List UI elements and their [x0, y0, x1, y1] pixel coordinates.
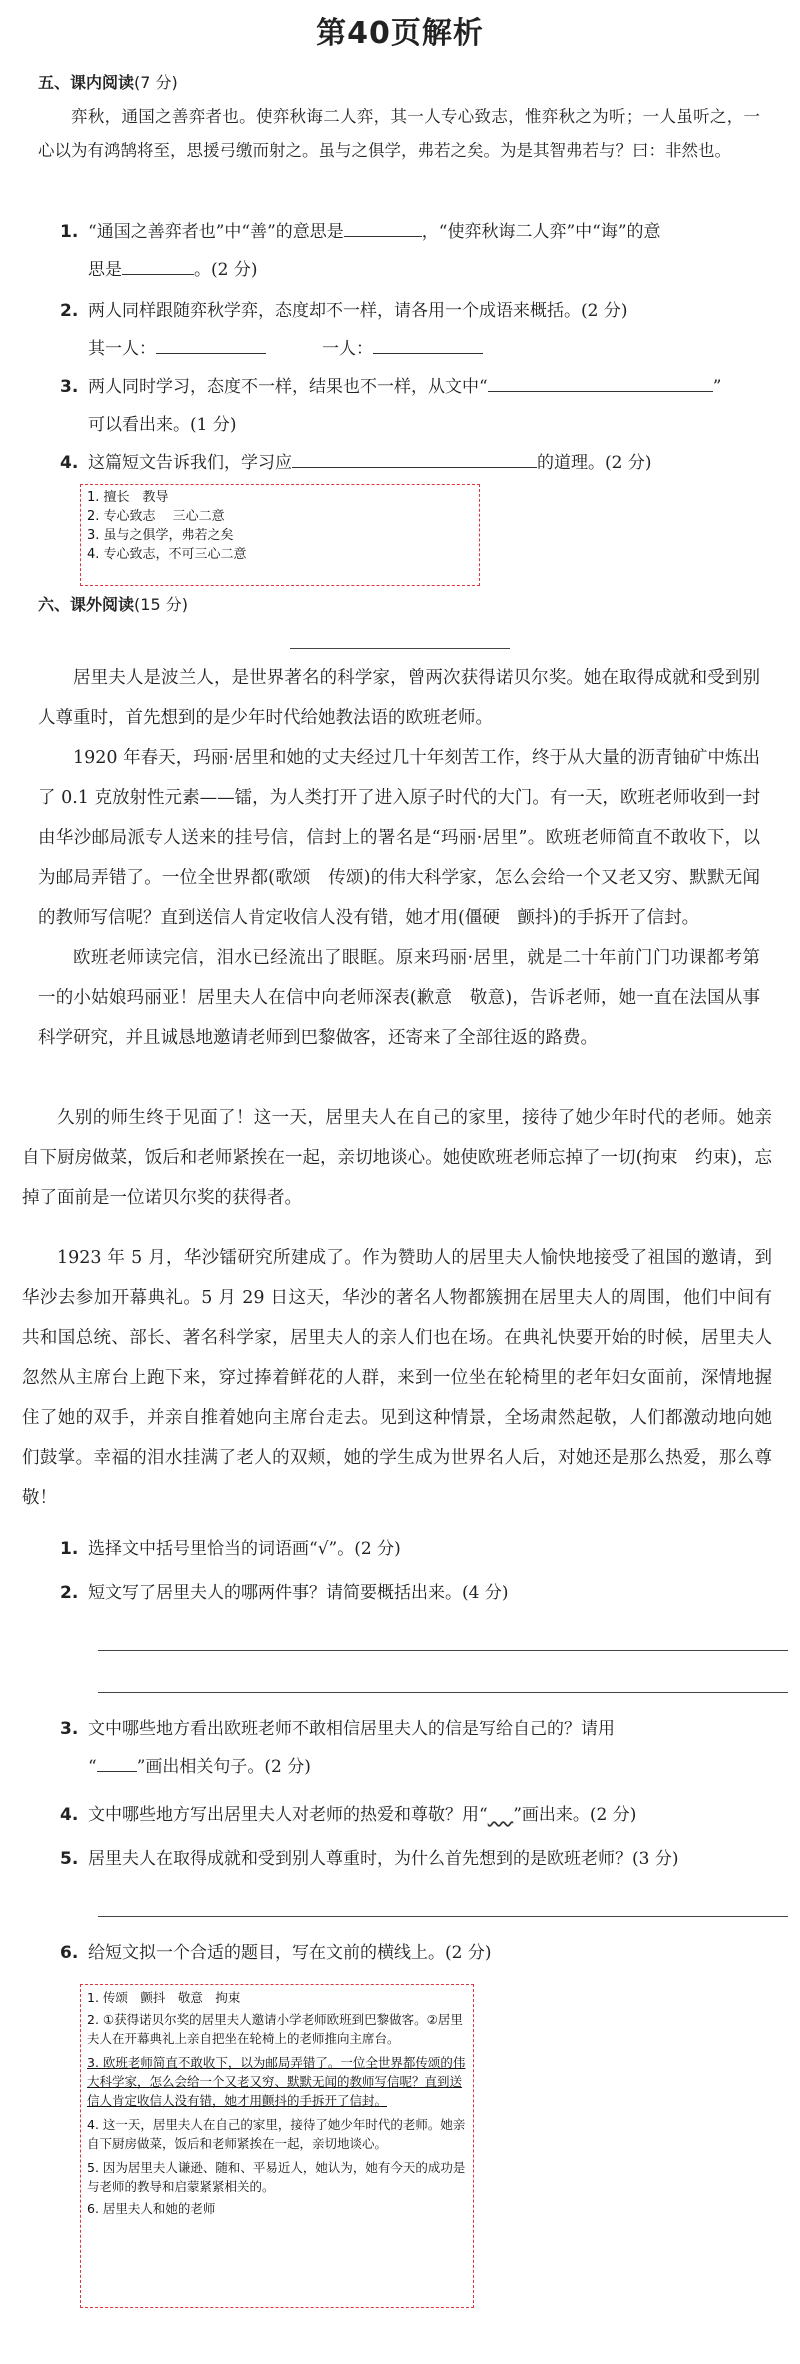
s5-q4-text-b: 的道理。(2 分): [537, 453, 652, 473]
q-number: 3.: [60, 1719, 79, 1739]
underline-sample: [97, 1753, 137, 1772]
title-blank-line[interactable]: [290, 648, 510, 649]
s6-question-3: [60, 1710, 760, 1786]
q-number: 5.: [60, 1849, 79, 1869]
section-6-heading: [38, 592, 188, 615]
answer-line: 4. 专心致志，不可三心二意: [87, 547, 247, 562]
q-number: 4.: [60, 453, 79, 473]
s6-question-4: [60, 1796, 760, 1834]
section-5-heading: [38, 70, 178, 93]
s6-question-1: [60, 1530, 760, 1568]
s6-paragraph-4: 久别的师生终于见面了！这一天，居里夫人在自己的家里，接待了她少年时代的老师。她亲自下厨房做菜，饭后和老师紧挨在一起，亲切地谈心。她使欧班老师忘掉了一切(拘束 约束)，忘掉了面前是一位诺贝尔奖的获得者。: [22, 1108, 772, 1208]
answer-line: 1. 擅长 教导: [87, 490, 169, 505]
s5-q2-sub2: 一人：: [322, 339, 373, 359]
s6-paragraph-5: 1923 年 5 月，华沙镭研究所建成了。作为赞助人的居里夫人愉快地接受了祖国的邀请，到华沙去参加开幕典礼。5 月 29 日这天，华沙的著名人物都簇拥在居里夫人的周围，他们中间有共和国总统、部长、著名科学家，居里夫人的亲人们也在场。在典礼快要开始的时候，居里夫人忽然从主席台上跑下来，穿过捧着鲜花的人群，来到一位坐在轮椅里的老年妇女面前，深情地握住了她的双手，并亲自推着她向主席台走去。见到这种情景，全场肃然起敬，人们都激动地向她们鼓掌。幸福的泪水挂满了老人的双颊，她的学生成为世界名人后，对她还是那么热爱，那么尊敬！: [22, 1248, 772, 1508]
q-number: 1.: [60, 1539, 79, 1559]
answer-line: 5. 因为居里夫人谦逊、随和、平易近人，她认为，她有今天的成功是与老师的教导和启蒙紧紧相关的。: [87, 2160, 466, 2194]
s5-q3-text-c: 可以看出来。(1 分): [88, 415, 237, 435]
q-number: 3.: [60, 377, 79, 397]
s5-q2-text: 两人同样跟随弈秋学弈，态度却不一样，请各用一个成语来概括。(2 分): [88, 301, 628, 321]
q-number: 2.: [60, 301, 79, 321]
s6-q6-text: 给短文拟一个合适的题目，写在文前的横线上。(2 分): [88, 1943, 492, 1963]
answer-blank[interactable]: [156, 335, 266, 354]
s5-q1-text-d: 。(2 分): [194, 260, 258, 280]
answer-line-blank[interactable]: [98, 1650, 788, 1651]
answer-blank[interactable]: [292, 449, 537, 468]
s6-q3-text-b: “: [88, 1757, 97, 1777]
answer-line: 4. 这一天，居里夫人在自己的家里，接待了她少年时代的老师。她亲自下厨房做菜，饭后和老师紧挨在一起，亲切地谈心。: [87, 2117, 466, 2151]
q-number: 6.: [60, 1943, 79, 1963]
s6-paragraph-1: 居里夫人是波兰人，是世界著名的科学家，曾两次获得诺贝尔奖。她在取得成就和受到别人尊重时，首先想到的是少年时代给她教法语的欧班老师。: [38, 668, 760, 728]
answer-line-blank[interactable]: [98, 1916, 788, 1917]
answer-blank[interactable]: [488, 373, 713, 392]
s6-paragraph-3: 欧班老师读完信，泪水已经流出了眼眶。原来玛丽·居里，就是二十年前门门功课都考第一的小姑娘玛丽亚！居里夫人在信中向老师深表(歉意 敬意)，告诉老师，她一直在法国从事科学研究，并且诚恳地邀请老师到巴黎做客，还寄来了全部往返的路费。: [38, 948, 760, 1048]
wavy-underline-sample: [488, 1805, 514, 1825]
s6-q5-text: 居里夫人在取得成就和受到别人尊重时，为什么首先想到的是欧班老师？(3 分): [88, 1849, 679, 1869]
answer-blank[interactable]: [122, 256, 194, 275]
s6-question-5: [60, 1840, 760, 1878]
s6-q2-text: 短文写了居里夫人的哪两件事？请简要概括出来。(4 分): [88, 1583, 509, 1603]
answer-blank[interactable]: [344, 218, 422, 237]
section-5-passage: 弈秋，通国之善弈者也。使弈秋诲二人弈，其一人专心致志，惟弈秋之为听；一人虽听之，一心以为有鸿鹄将至，思援弓缴而射之。虽与之俱学，弗若之矣。为是其智弗若与？曰：非然也。: [38, 107, 760, 160]
answer-blank[interactable]: [373, 335, 483, 354]
answer-line: 2. 专心致志 三心二意: [87, 509, 225, 524]
section-6-answer-box: [80, 1984, 474, 2308]
section-5-answer-box: [80, 484, 480, 586]
page-title: 第40页解析: [316, 16, 484, 51]
s6-paragraph-2: 1920 年春天，玛丽·居里和她的丈夫经过几十年刻苦工作，终于从大量的沥青铀矿中炼出了 0.1 克放射性元素——镭，为人类打开了进入原子时代的大门。有一天，欧班老师收到一封由华沙邮局派专人送来的挂号信，信封上的署名是“玛丽·居里”。欧班老师简直不敢收下，以为邮局弄错了。一位全世界都(歌颂 传颂)的伟大科学家，怎么会给一个又老又穷、默默无闻的教师写信呢？直到送信人肯定收信人没有错，她才用(僵硬 颤抖)的手拆开了信封。: [38, 748, 760, 928]
s5-q1-text-c: 思是: [88, 260, 122, 280]
s6-q3-text-c: ”画出相关句子。(2 分): [136, 1757, 311, 1777]
section-6-points: (15 分): [134, 595, 188, 614]
answer-line: 3. 虽与之俱学，弗若之矣: [87, 528, 234, 543]
s5-question-2: [60, 292, 760, 368]
answer-line: 3. 欧班老师简直不敢收下，以为邮局弄错了。一位全世界都传颂的伟大科学家，怎么会给一个又老又穷、默默无闻的教师写信呢？直到送信人肯定收信人没有错，她才用颤抖的手拆开了信封。: [87, 2055, 466, 2108]
s5-q2-sub1: 其一人：: [88, 339, 156, 359]
answer-line: 1. 传颂 颤抖 敬意 拘束: [87, 1990, 241, 2005]
s5-q4-text-a: 这篇短文告诉我们，学习应: [88, 453, 292, 473]
s5-q1-text-a: “通国之善弈者也”中“善”的意思是: [88, 222, 344, 242]
section-5-points: (7 分): [134, 73, 178, 92]
q-number: 2.: [60, 1583, 79, 1603]
answer-line-blank[interactable]: [98, 1692, 788, 1693]
s5-question-3: [60, 368, 760, 444]
answer-line: 2. ①获得诺贝尔奖的居里夫人邀请小学老师欧班到巴黎做客。②居里夫人在开幕典礼上亲自把坐在轮椅上的老师推向主席台。: [87, 2012, 463, 2046]
s5-q3-text-a: 两人同时学习，态度不一样，结果也不一样，从文中“: [88, 377, 488, 397]
s6-q4-text-a: 文中哪些地方写出居里夫人对老师的热爱和尊敬？用“: [88, 1805, 488, 1825]
q-number: 1.: [60, 222, 79, 242]
q-number: 4.: [60, 1805, 79, 1825]
s6-q4-text-b: ”画出来。(2 分): [513, 1805, 637, 1825]
s6-q1-text: 选择文中括号里恰当的词语画“√”。(2 分): [88, 1539, 401, 1559]
s6-question-6: [60, 1934, 760, 1972]
s6-question-2: [60, 1574, 760, 1612]
s5-question-4: [60, 444, 760, 482]
section-6-title: 六、课外阅读: [38, 595, 135, 614]
s5-q3-text-b: ”: [712, 377, 722, 397]
section-5-title: 五、课内阅读: [38, 73, 135, 92]
s6-q3-text-a: 文中哪些地方看出欧班老师不敢相信居里夫人的信是写给自己的？请用: [88, 1719, 615, 1739]
s5-q1-text-b: ，“使弈秋诲二人弈”中“诲”的意: [421, 222, 661, 242]
answer-line: 6. 居里夫人和她的老师: [87, 2201, 216, 2216]
s5-question-1: [60, 213, 760, 289]
